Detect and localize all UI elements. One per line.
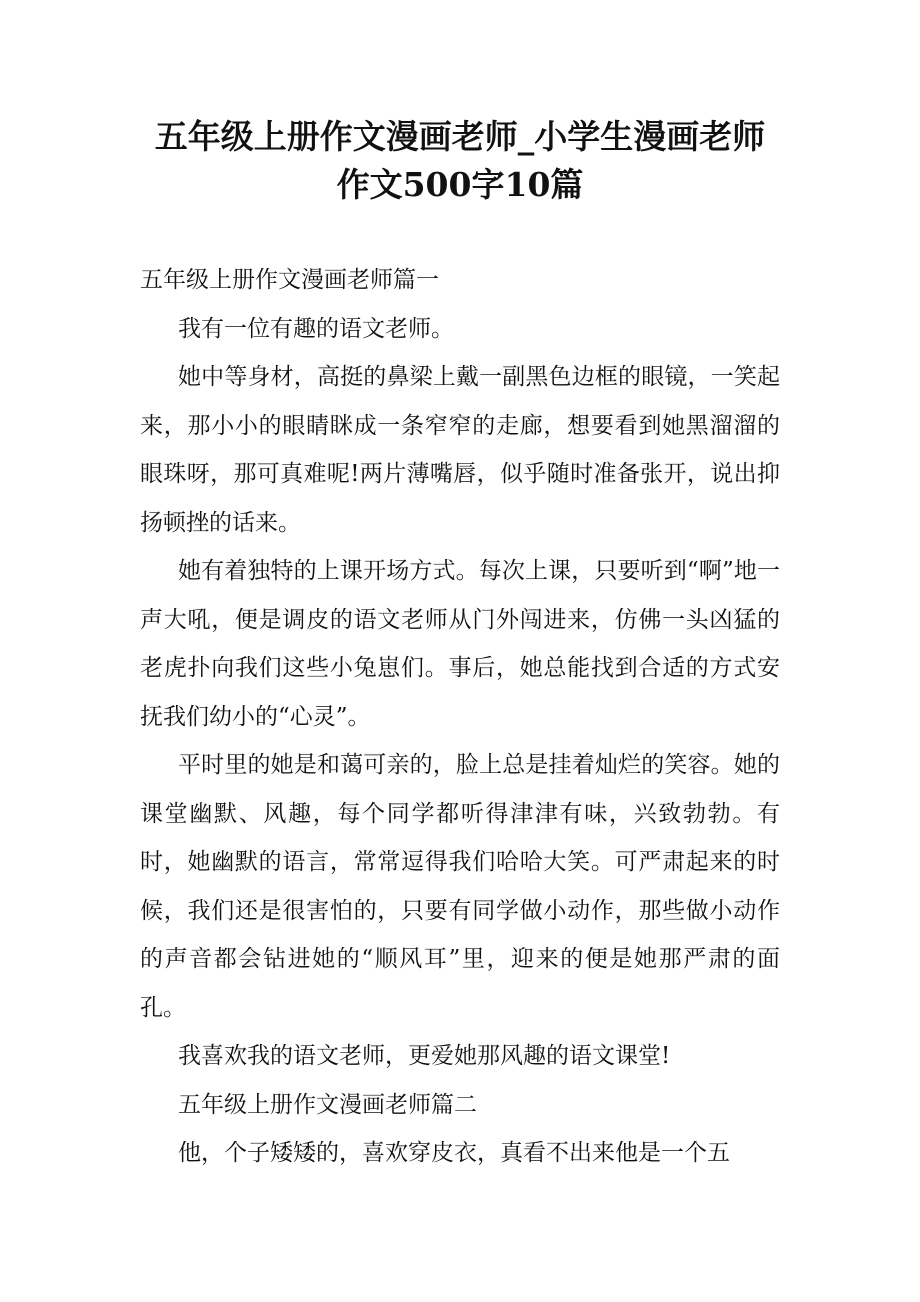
document-body xyxy=(140,256,780,1178)
paragraph: 我喜欢我的语文老师，更爱她那风趣的语文课堂! xyxy=(178,1043,671,1069)
section-heading-2: 五年级上册作文漫画老师篇二 xyxy=(178,1091,477,1118)
paragraph: 我有一位有趣的语文老师。 xyxy=(178,315,454,342)
paragraph: 他，个子矮矮的，喜欢穿皮衣，真看不出来他是一个五 xyxy=(178,1140,730,1166)
paragraph: 她中等身材，高挺的鼻梁上戴一副黑色边框的眼镜，一笑起来，那小小的眼睛眯成一条窄窄的走廊，想要看到她黑溜溜的眼珠呀，那可真难呢!两片薄嘴唇，似乎随时准备张开，说出抑扬顿挫的话来。 xyxy=(140,364,780,536)
document-title-line-2: 作文500字10篇 xyxy=(336,165,584,204)
document-title-line-1: 五年级上册作文漫画老师_小学生漫画老师 xyxy=(154,117,766,156)
paragraph: 平时里的她是和蔼可亲的，脸上总是挂着灿烂的笑容。她的课堂幽默、风趣，每个同学都听得津津有味，兴致勃勃。有时，她幽默的语言，常常逗得我们哈哈大笑。可严肃起来的时候，我们还是很害怕的，只要有同学做小动作，那些做小动作的声音都会钻进她的“顺风耳”里，迎来的便是她那严肃的面孔。 xyxy=(140,752,780,1021)
section-heading-1: 五年级上册作文漫画老师篇一 xyxy=(140,267,439,293)
paragraph: 她有着独特的上课开场方式。每次上课，只要听到“啊”地一声大吼，便是调皮的语文老师从门外闯进来，仿佛一头凶猛的老虎扑向我们这些小兔崽们。事后，她总能找到合适的方式安抚我们幼小的“心灵”。 xyxy=(140,558,780,730)
